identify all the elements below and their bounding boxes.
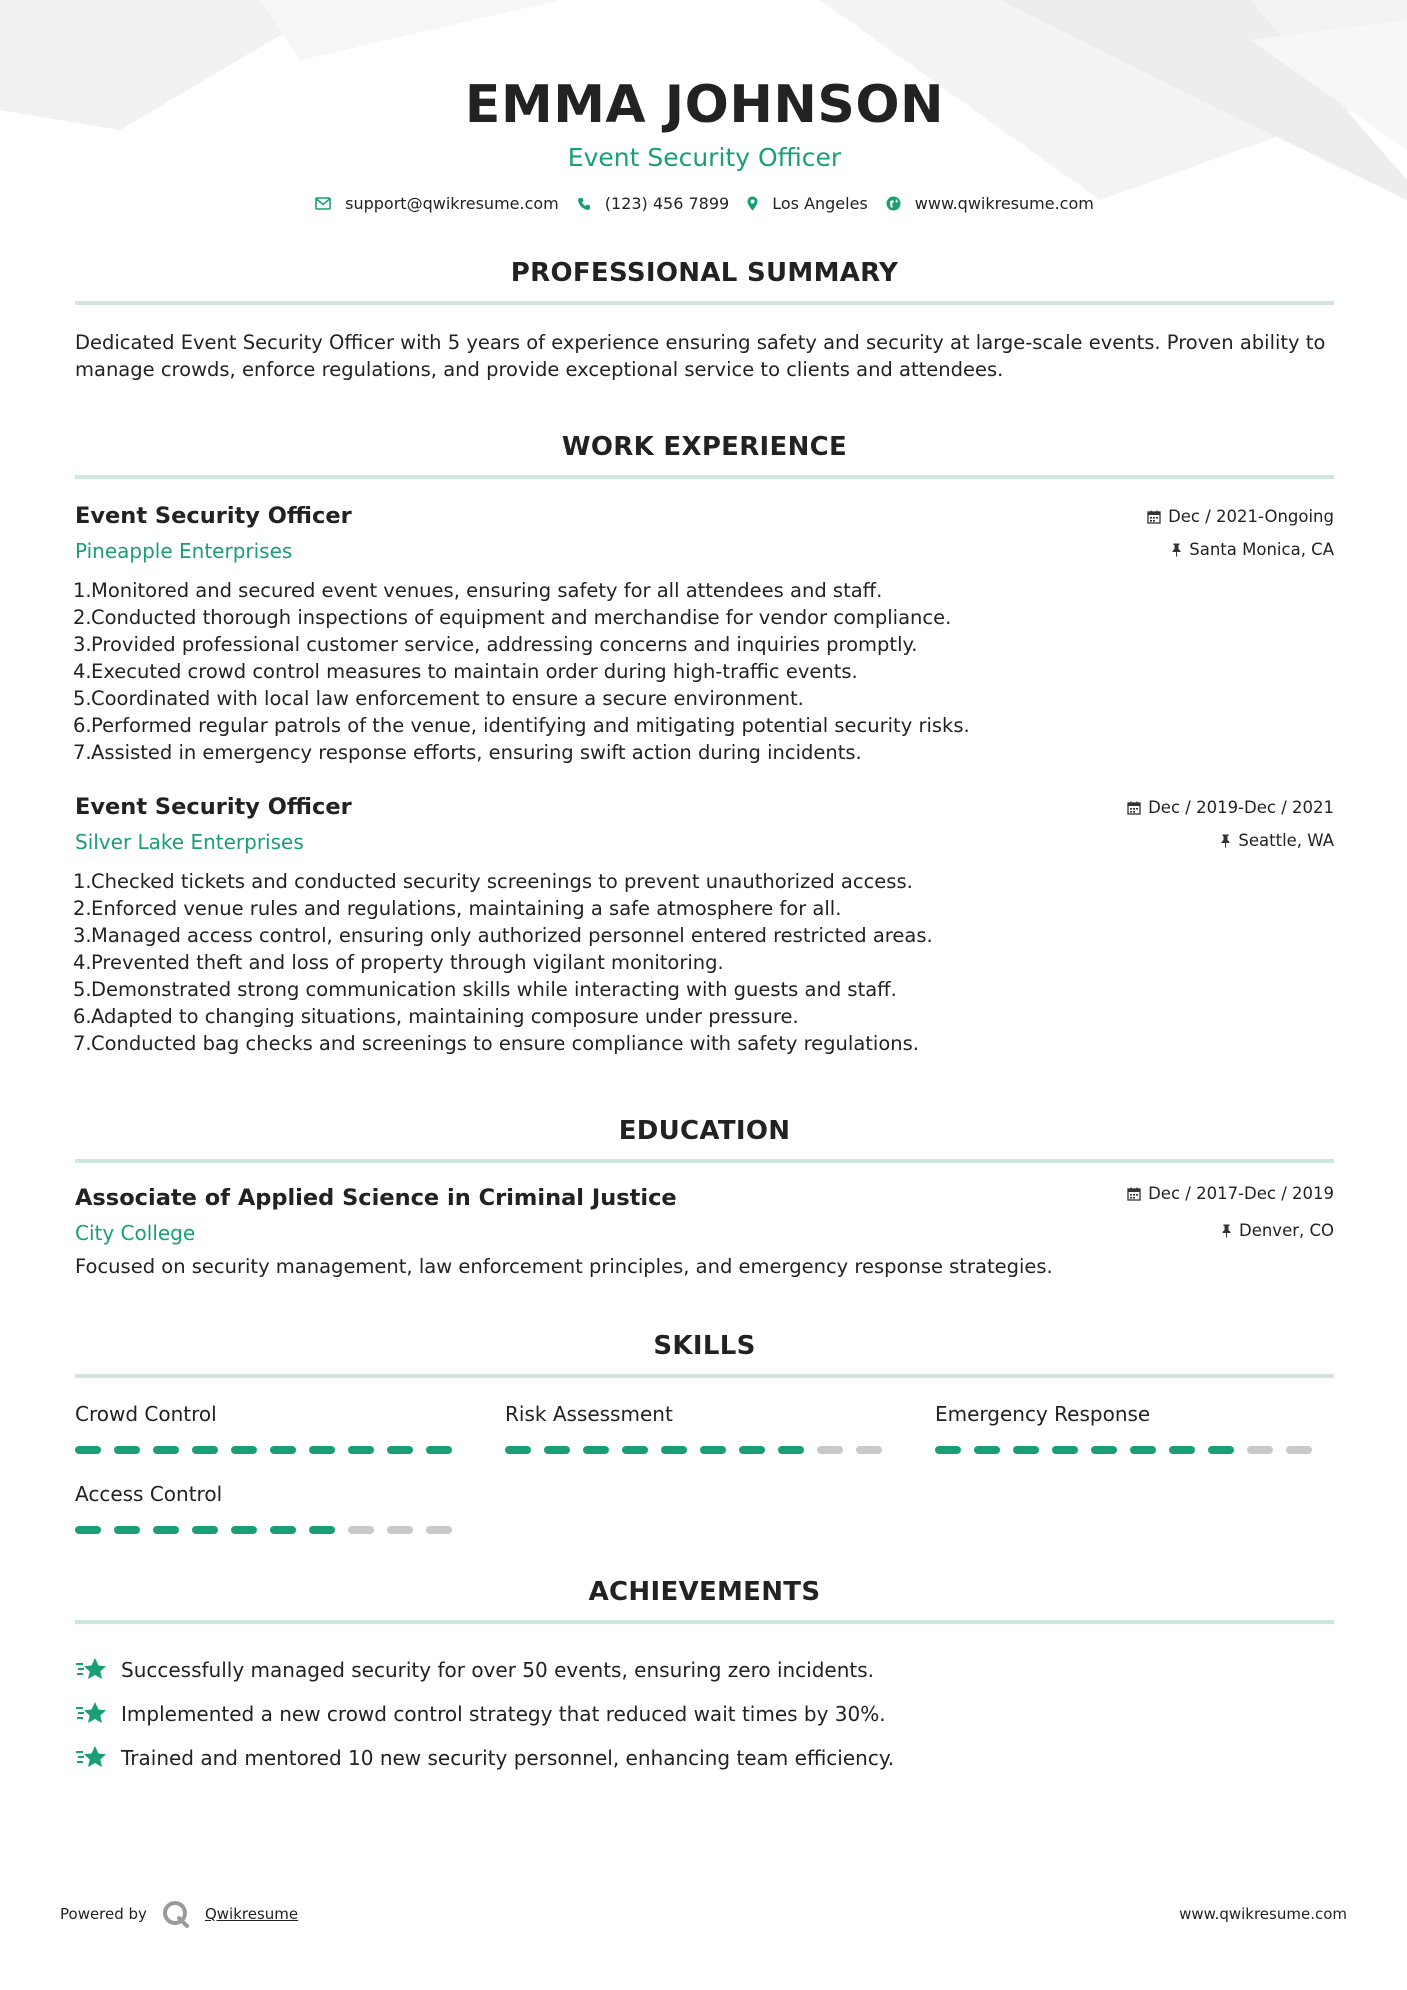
achievement-item: [75, 1648, 1334, 1692]
pushpin-icon: [1221, 1224, 1232, 1238]
job-location-text: Santa Monica, CA: [1189, 540, 1334, 559]
skill-name: Crowd Control: [75, 1402, 217, 1426]
skill-segment-filled: [153, 1526, 179, 1534]
job-meta: [1127, 792, 1334, 852]
skill-segment-filled: [1052, 1446, 1078, 1454]
calendar-icon: [1127, 801, 1141, 815]
skill-segment-filled: [387, 1446, 413, 1454]
achievement-text: Trained and mentored 10 new security personnel, enhancing team efficiency.: [121, 1746, 895, 1770]
education-section: [75, 1113, 1334, 1280]
skills-heading: SKILLS: [653, 1331, 756, 1361]
star-icon: [75, 1744, 107, 1772]
skill-name: Emergency Response: [935, 1402, 1151, 1426]
job-location: [1147, 539, 1334, 561]
powered-by: [60, 1899, 298, 1929]
skill-segment-filled: [192, 1526, 218, 1534]
skill-name: Risk Assessment: [505, 1402, 673, 1426]
list-item: 2. Enforced venue rules and regulations, maintaining a safe atmosphere for all.: [73, 897, 842, 920]
skill-segment-filled: [1130, 1446, 1156, 1454]
education-entry: [75, 1183, 1334, 1280]
skill-segment-filled: [348, 1446, 374, 1454]
skill-segment-empty: [1286, 1446, 1312, 1454]
list-item: 5. Demonstrated strong communication skills while interacting with guests and staff.: [73, 978, 897, 1001]
skill-segment-filled: [114, 1526, 140, 1534]
skill-item: [935, 1400, 1334, 1454]
job-company: Silver Lake Enterprises: [75, 830, 304, 854]
list-item: 1. Checked tickets and conducted security screenings to prevent unauthorized access.: [73, 870, 913, 893]
star-icon: [75, 1700, 107, 1728]
section-divider: [75, 475, 1334, 479]
list-item: 7. Assisted in emergency response efforts, ensuring swift action during incidents.: [73, 741, 862, 764]
calendar-icon: [1127, 1187, 1141, 1201]
experience-entry: [75, 501, 1334, 766]
contact-location-text: Los Angeles: [772, 194, 868, 213]
list-item: 4. Executed crowd control measures to maintain order during high-traffic events.: [73, 660, 858, 683]
skill-segment-filled: [270, 1446, 296, 1454]
job-title: Event Security Officer: [75, 503, 352, 529]
skill-segment-empty: [387, 1526, 413, 1534]
skill-segment-filled: [661, 1446, 687, 1454]
skill-segment-filled: [309, 1526, 335, 1534]
achievement-item: [75, 1692, 1334, 1736]
skill-segment-filled: [974, 1446, 1000, 1454]
skill-segment-filled: [114, 1446, 140, 1454]
education-location: [1127, 1220, 1334, 1242]
phone-icon: [577, 197, 591, 211]
powered-by-label: Powered by: [60, 1905, 147, 1923]
job-dates: [1127, 797, 1334, 819]
job-dates-text: Dec / 2019-Dec / 2021: [1148, 798, 1334, 817]
contact-phone-text: (123) 456 7899: [604, 194, 730, 213]
experience-heading: WORK EXPERIENCE: [561, 432, 848, 462]
skill-item: [75, 1480, 505, 1534]
experience-section: [75, 429, 1334, 1057]
achievement-text: Implemented a new crowd control strategy that reduced wait times by 30%.: [121, 1702, 886, 1726]
list-item: 3. Managed access control, ensuring only authorized personnel entered restricted areas.: [73, 924, 933, 947]
skill-segment-empty: [348, 1526, 374, 1534]
page-footer: [60, 1899, 1347, 1929]
qwikresume-logo-icon: [161, 1899, 191, 1929]
contact-bar: [75, 194, 1334, 213]
education-meta: [1127, 1183, 1334, 1242]
skill-level-bar: [75, 1526, 505, 1534]
contact-phone[interactable]: [577, 194, 729, 213]
skill-segment-filled: [192, 1446, 218, 1454]
skills-section: [75, 1328, 1334, 1534]
education-header: [75, 1183, 1334, 1247]
skill-segment-empty: [856, 1446, 882, 1454]
list-item: 7. Conducted bag checks and screenings to ensure compliance with safety regulations.: [73, 1032, 919, 1055]
skill-segment-filled: [505, 1446, 531, 1454]
job-bullets: [75, 868, 1334, 1057]
skill-segment-filled: [270, 1526, 296, 1534]
section-divider: [75, 1620, 1334, 1624]
resume-header: [75, 0, 1334, 213]
skill-level-bar: [75, 1446, 505, 1454]
candidate-name: EMMA JOHNSON: [464, 75, 945, 135]
experience-header: [75, 501, 1334, 565]
skill-item: [505, 1400, 935, 1454]
experience-header: [75, 792, 1334, 856]
education-location-text: Denver, CO: [1238, 1221, 1334, 1240]
education-description: Focused on security management, law enforcement principles, and emergency response strategies.: [75, 1255, 1053, 1278]
skill-segment-filled: [75, 1526, 101, 1534]
list-item: 6. Adapted to changing situations, maintaining composure under pressure.: [73, 1005, 799, 1028]
skill-segment-filled: [75, 1446, 101, 1454]
contact-email-text: support@qwikresume.com: [345, 194, 559, 213]
summary-section: [75, 255, 1334, 383]
job-location: [1127, 830, 1334, 852]
skill-segment-filled: [778, 1446, 804, 1454]
candidate-role: Event Security Officer: [567, 143, 842, 172]
skill-level-bar: [935, 1446, 1334, 1454]
job-dates-text: Dec / 2021-Ongoing: [1168, 507, 1334, 526]
section-divider: [75, 1159, 1334, 1163]
skill-segment-filled: [153, 1446, 179, 1454]
list-item: 3. Provided professional customer service, addressing concerns and inquiries promptly.: [73, 633, 918, 656]
map-pin-icon: [747, 196, 758, 211]
section-divider: [75, 1374, 1334, 1378]
job-dates: [1147, 506, 1334, 528]
degree-title: Associate of Applied Science in Criminal Justice: [75, 1185, 677, 1211]
list-item: 4. Prevented theft and loss of property through vigilant monitoring.: [73, 951, 724, 974]
skill-segment-filled: [1169, 1446, 1195, 1454]
skill-segment-filled: [1091, 1446, 1117, 1454]
star-icon: [75, 1656, 107, 1684]
globe-icon: [886, 196, 901, 211]
pushpin-icon: [1220, 834, 1231, 848]
education-dates: [1127, 1183, 1334, 1205]
contact-website-text: www.qwikresume.com: [914, 194, 1094, 213]
achievement-item: [75, 1736, 1334, 1780]
summary-heading: PROFESSIONAL SUMMARY: [510, 258, 899, 288]
skills-grid: [75, 1400, 1334, 1534]
list-item: 1. Monitored and secured event venues, ensuring safety for all attendees and staff.: [73, 579, 883, 602]
list-item: 5. Coordinated with local law enforcement to ensure a secure environment.: [73, 687, 804, 710]
achievements-list: [75, 1648, 1334, 1780]
contact-location: [747, 194, 868, 213]
skill-segment-filled: [1208, 1446, 1234, 1454]
envelope-icon: [315, 197, 331, 210]
skill-segment-empty: [817, 1446, 843, 1454]
skill-segment-filled: [309, 1446, 335, 1454]
skill-segment-filled: [739, 1446, 765, 1454]
achievements-section: [75, 1574, 1334, 1780]
section-divider: [75, 301, 1334, 305]
skill-segment-filled: [700, 1446, 726, 1454]
education-heading: EDUCATION: [618, 1116, 791, 1146]
achievement-text: Successfully managed security for over 50 events, ensuring zero incidents.: [121, 1658, 875, 1682]
school-name: City College: [75, 1221, 196, 1245]
job-title: Event Security Officer: [75, 794, 352, 820]
contact-email[interactable]: [315, 194, 559, 213]
education-dates-text: Dec / 2017-Dec / 2019: [1148, 1184, 1334, 1203]
skill-name: Access Control: [75, 1482, 223, 1506]
list-item: 2. Conducted thorough inspections of equipment and merchandise for vendor compliance.: [73, 606, 952, 629]
skill-segment-filled: [231, 1526, 257, 1534]
job-location-text: Seattle, WA: [1238, 831, 1334, 850]
contact-website[interactable]: [886, 194, 1094, 213]
skill-segment-filled: [1013, 1446, 1039, 1454]
job-company: Pineapple Enterprises: [75, 539, 293, 563]
job-bullets: [75, 577, 1334, 766]
skill-level-bar: [505, 1446, 935, 1454]
skill-segment-filled: [231, 1446, 257, 1454]
skill-item: [75, 1400, 505, 1454]
pushpin-icon: [1171, 543, 1182, 557]
list-item: 6. Performed regular patrols of the venue, identifying and mitigating potential security risks.: [73, 714, 970, 737]
skill-segment-filled: [544, 1446, 570, 1454]
job-meta: [1147, 501, 1334, 561]
skill-segment-empty: [426, 1526, 452, 1534]
resume-page: [75, 0, 1334, 1780]
skill-segment-filled: [426, 1446, 452, 1454]
achievements-heading: ACHIEVEMENTS: [588, 1577, 821, 1607]
skill-segment-filled: [935, 1446, 961, 1454]
experience-entry: [75, 792, 1334, 1057]
footer-website[interactable]: www.qwikresume.com: [1179, 1905, 1347, 1923]
qwikresume-link[interactable]: Qwikresume: [204, 1905, 299, 1923]
skill-segment-filled: [583, 1446, 609, 1454]
calendar-icon: [1147, 510, 1161, 524]
skill-segment-empty: [1247, 1446, 1273, 1454]
summary-text: Dedicated Event Security Officer with 5 years of experience ensuring safety and security at large-scale events. Proven ability to manage crowds, enforce regulations, and provide exceptional service to clients and attendees.: [75, 331, 1326, 381]
skill-segment-filled: [622, 1446, 648, 1454]
